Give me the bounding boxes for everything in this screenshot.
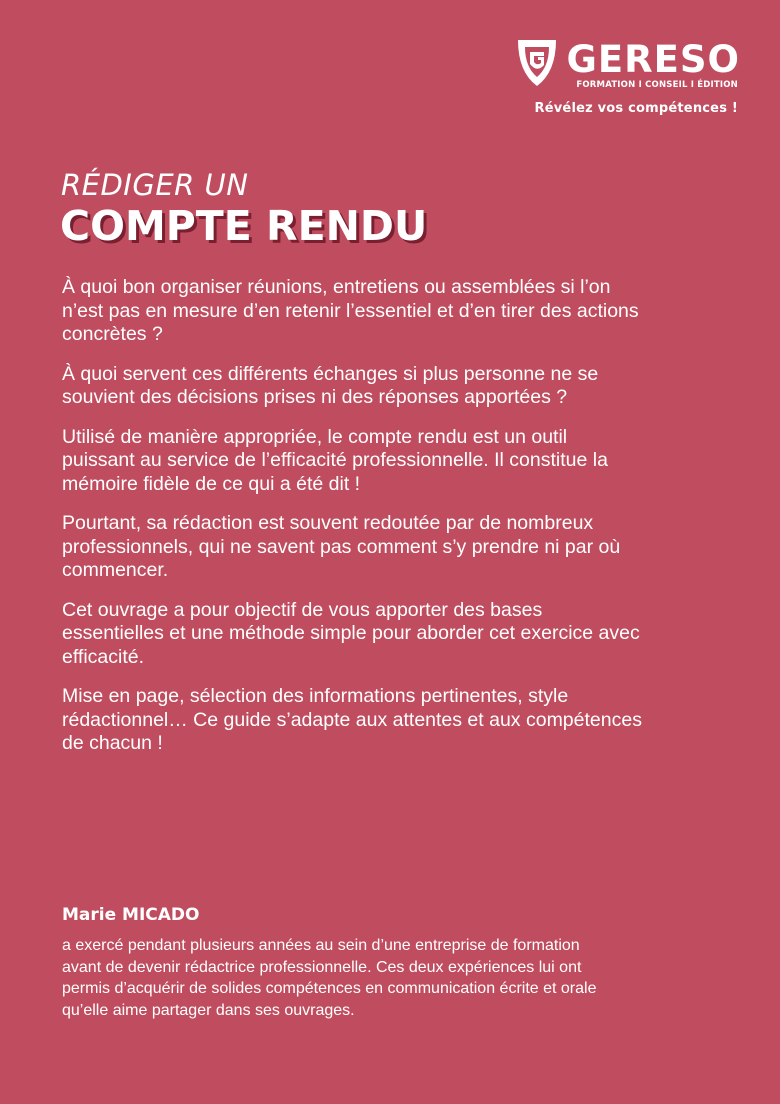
paragraph: Pourtant, sa rédaction est souvent redoutée par de nombreux professionnels, qui ne savent pas comment s’y prendre ni par où commencer. — [62, 512, 621, 581]
title-line-1: RÉDIGER UN — [61, 168, 249, 202]
logo-subtitle: FORMATION I CONSEIL I ÉDITION — [576, 80, 738, 90]
publisher-tagline: Révélez vos compétences ! — [534, 101, 738, 116]
gereso-shield-logo-icon — [514, 36, 560, 88]
author-bio: a exercé pendant plusieurs années au sein d’une entreprise de formation avant de devenir rédactrice professionnelle. Ces deux expériences lui ont permis d’acquérir de solides compétences en communication écrite et orale qu’elle aime partager dans ses ouvrages. — [62, 937, 597, 1019]
logo-name: GERESO — [566, 38, 740, 81]
title-line-2: COMPTE RENDU — [60, 202, 428, 250]
description-text — [62, 276, 642, 772]
paragraph: Cet ouvrage a pour objectif de vous apporter des bases essentielles et une méthode simple pour aborder cet exercice avec efficacité. — [62, 598, 640, 668]
paragraph: À quoi bon organiser réunions, entretiens ou assemblées si l’on n’est pas en mesure d’en retenir l’essentiel et d’en tirer des actions concrètes ? — [62, 276, 639, 345]
paragraph: Mise en page, sélection des informations pertinentes, style rédactionnel… Ce guide s’adapte aux attentes et aux compétences de chacun ! — [62, 685, 642, 754]
publisher-logo — [510, 36, 740, 90]
paragraph: À quoi servent ces différents échanges si plus personne ne se souvient des décisions prises ni des réponses apportées ? — [62, 362, 599, 408]
paragraph: Utilisé de manière appropriée, le compte rendu est un outil puissant au service de l’efficacité professionnelle. Il constitue la mémoire fidèle de ce qui a été dit ! — [62, 425, 608, 495]
author-name: Marie MICADO — [62, 905, 200, 925]
